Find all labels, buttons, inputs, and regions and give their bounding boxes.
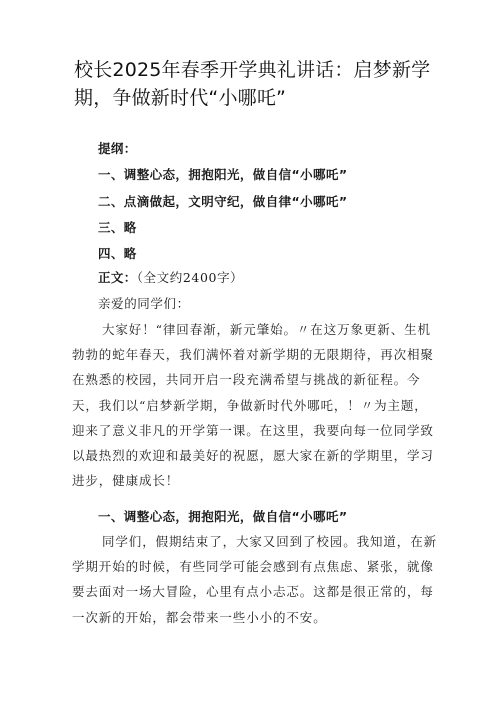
outline-label: 提纲：: [98, 141, 137, 156]
outline-item-2: 二、点滴做起，文明守纪，做自律“小哪吒”: [98, 194, 348, 209]
outline-item-3: 三、略: [98, 220, 137, 235]
title-line-2: 期，争做新时代“小哪吒”: [74, 87, 287, 109]
paragraph-1-line: 以最热烈的欢迎和最美好的祝愿，愿大家在新的学期里，学习: [72, 448, 434, 464]
paragraph-2-line: 同学们，假期结束了，大家又回到了校园。我知道，在新: [102, 534, 438, 549]
body-label-row: [98, 268, 243, 288]
paragraph-1-line: 迎来了意义非凡的开学第一课。在这里，我要向每一位同学致: [72, 422, 434, 438]
title-line-1: 校长2025年春季开学典礼讲话：启梦新学: [74, 59, 431, 81]
paragraph-1-line: 在熟悉的校园，共同开启一段充满希望与挑战的新征程。今: [72, 372, 421, 388]
body-label: 正文：: [98, 270, 137, 285]
body-note: （全文约2400字）: [136, 270, 244, 285]
outline-item-4: 四、略: [98, 246, 137, 261]
paragraph-1-line: 进步，健康成长！: [72, 473, 180, 489]
paragraph-2-line: 一次新的开始，都会带来一些小小的不安。: [72, 609, 327, 625]
paragraph-1: [72, 317, 434, 493]
paragraph-2: [72, 529, 438, 630]
outline-item-1: 一、调整心态，拥抱阳光，做自信“小哪吒”: [98, 167, 348, 182]
paragraph-1-line: 天，我们以“启梦新学期，争做新时代外哪吒，！〃为主题，: [72, 397, 428, 413]
section-1-heading: 一、调整心态，拥抱阳光，做自信“小哪吒”: [98, 509, 348, 524]
greeting: 亲爱的同学们：: [98, 296, 190, 311]
paragraph-2-line: 学期开始的时候，有些同学可能会感到有点焦虑、紧张，就像: [72, 559, 434, 575]
paragraph-1-line: 大家好！“律回春渐，新元肇始。〃在这万象更新、生机: [102, 322, 431, 337]
document-title: [74, 56, 434, 112]
paragraph-2-line: 要去面对一场大冒险，心里有点小忐忑。这都是很正常的，每: [72, 584, 434, 600]
paragraph-1-line: 勃勃的蛇年春天，我们满怀着对新学期的无限期待，再次相聚: [72, 347, 434, 363]
